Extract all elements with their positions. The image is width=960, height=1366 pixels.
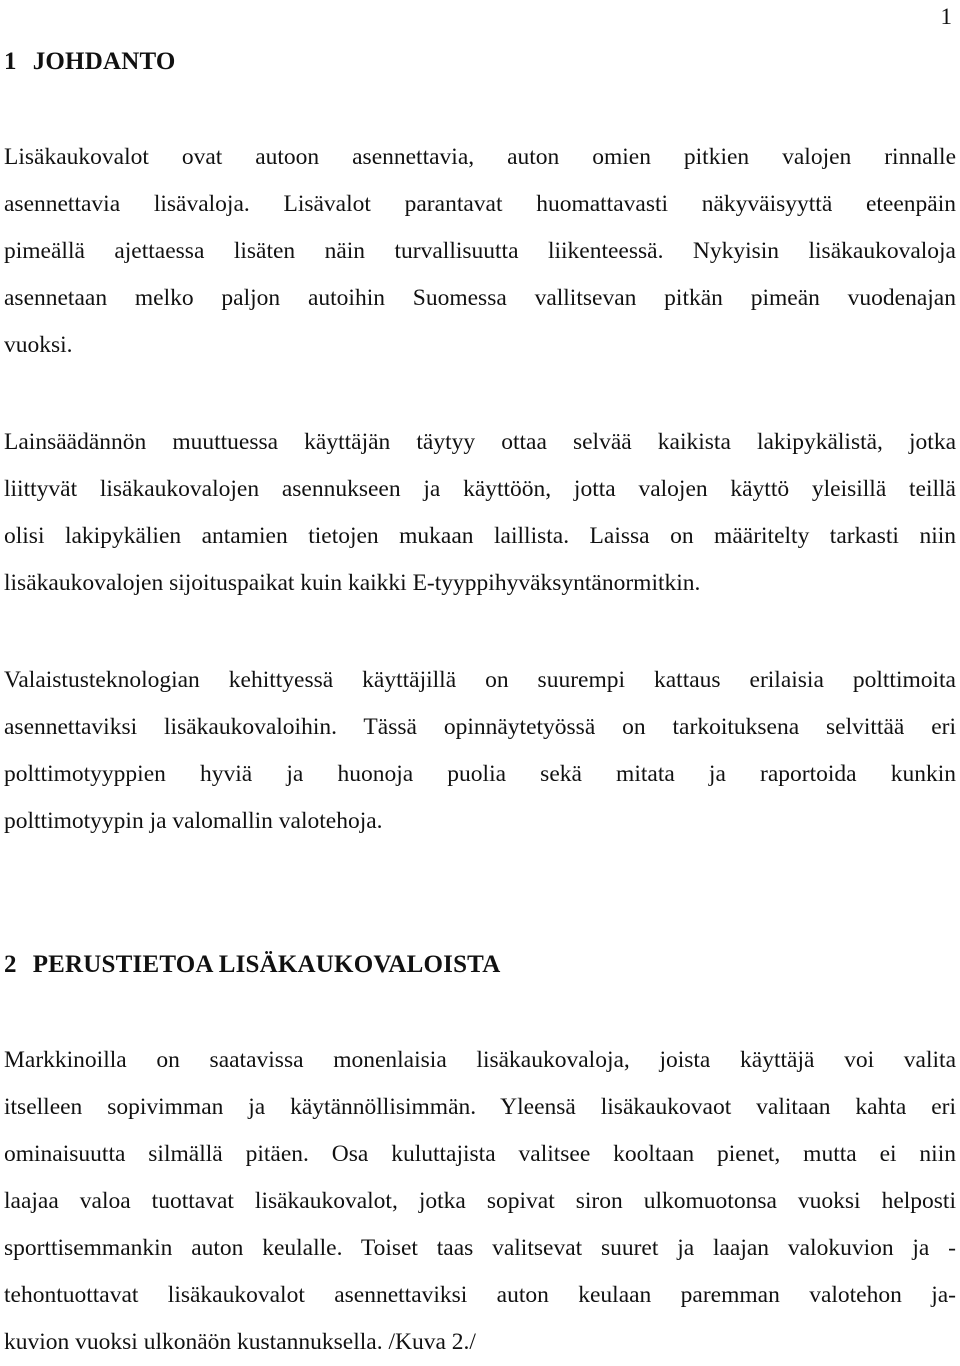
text-line: Lisäkaukovalot ovat autoon asennettavia, auton omien pitkien valojen rinnalle	[4, 144, 956, 170]
section-2-heading	[4, 950, 500, 980]
text-line: kuvion vuoksi ulkonäön kustannuksella. /Kuva 2./	[4, 1329, 476, 1355]
section-1-number: 1	[4, 48, 17, 75]
text-line: laajaa valoa tuottavat lisäkaukovalot, jotka sopivat siron ulkomuotonsa vuoksi helposti	[4, 1188, 956, 1214]
section-1-paragraph-2	[4, 419, 956, 607]
text-line: sporttisemmankin auton keulalle. Toiset taas valitsevat suuret ja laajan valokuvion ja -	[4, 1235, 956, 1261]
text-line: asennettaviksi lisäkaukovaloihin. Tässä opinnäytetyössä on tarkoituksena selvittää eri	[4, 714, 956, 740]
section-2-number: 2	[4, 951, 17, 978]
text-line: olisi lakipykälien antamien tietojen mukaan laillista. Laissa on määritelty tarkasti niin	[4, 523, 956, 549]
text-line: polttimotyypin ja valomallin valotehoja.	[4, 808, 383, 834]
text-line: liittyvät lisäkaukovalojen asennukseen ja käyttöön, jotta valojen käyttö yleisillä teillä	[4, 476, 956, 502]
text-line: Lainsäädännön muuttuessa käyttäjän täytyy ottaa selvää kaikista lakipykälistä, jotka	[4, 429, 956, 455]
text-line: Valaistusteknologian kehittyessä käyttäjillä on suurempi kattaus erilaisia polttimoita	[4, 667, 956, 693]
section-1-heading	[4, 47, 176, 77]
text-line: itselleen sopivimman ja käytännöllisimmän. Yleensä lisäkaukovaot valitaan kahta eri	[4, 1094, 956, 1120]
text-line: polttimotyyppien hyviä ja huonoja puolia sekä mitata ja raportoida kunkin	[4, 761, 956, 787]
text-line: pimeällä ajettaessa lisäten näin turvallisuutta liikenteessä. Nykyisin lisäkaukovaloja	[4, 238, 956, 264]
text-line: lisäkaukovalojen sijoituspaikat kuin kaikki E-tyyppihyväksyntänormitkin.	[4, 570, 701, 596]
text-line: Markkinoilla on saatavissa monenlaisia lisäkaukovaloja, joista käyttäjä voi valita	[4, 1047, 956, 1073]
text-line: vuoksi.	[4, 332, 73, 358]
text-line: asennettavia lisävaloja. Lisävalot parantavat huomattavasti näkyväisyyttä eteenpäin	[4, 191, 956, 217]
section-1-title: JOHDANTO	[32, 48, 176, 75]
page-number: 1	[940, 4, 952, 29]
section-1-paragraph-3	[4, 657, 956, 845]
text-line: asennetaan melko paljon autoihin Suomessa vallitsevan pitkän pimeän vuodenajan	[4, 285, 956, 311]
section-1-paragraph-1	[4, 134, 956, 369]
section-2-paragraph-1	[4, 1037, 956, 1366]
text-line: tehontuottavat lisäkaukovalot asennettaviksi auton keulaan paremman valotehon ja-	[4, 1282, 956, 1308]
section-2-title: PERUSTIETOA LISÄKAUKOVALOISTA	[32, 951, 501, 978]
text-line: ominaisuutta silmällä pitäen. Osa kuluttajista valitsee kooltaan pienet, mutta ei niin	[4, 1141, 956, 1167]
